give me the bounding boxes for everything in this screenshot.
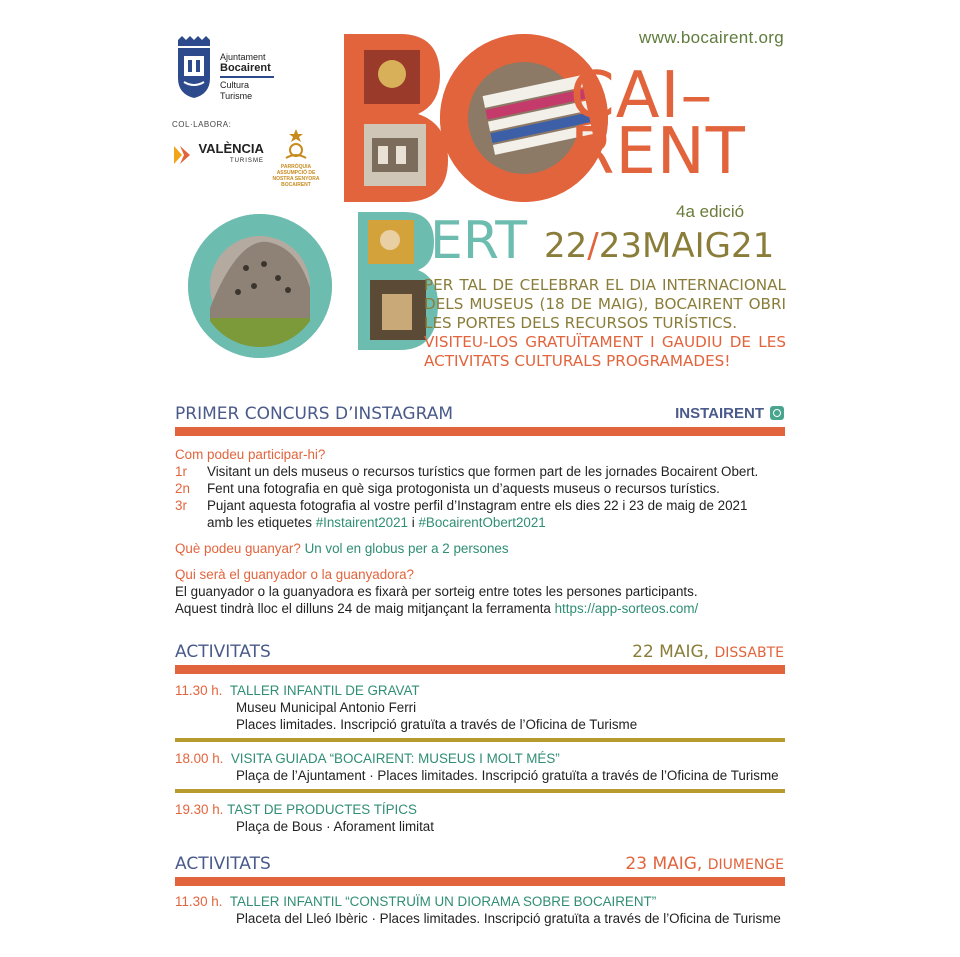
day1-date-label: 22 MAIG, xyxy=(632,642,710,662)
intro-text-olive: PER TAL DE CELEBRAR EL DIA INTERNACIONAL DELS MUSEUS (18 DE MAIG), BOCAIRENT OBRI LES PORTES DELS RECURSOS TURÍSTICS. xyxy=(424,276,786,332)
app-sorteos-link[interactable]: https://app-sorteos.com/ xyxy=(554,601,699,616)
activity-2 xyxy=(175,750,785,784)
activity-divider xyxy=(175,789,785,793)
step-text: Pujant aquesta fotografia al vostre perfil d’Instagram entre els dies 22 i 23 de maig de 2021 xyxy=(207,498,748,513)
prize-question: Què podeu guanyar? xyxy=(175,541,301,556)
instairent-tag xyxy=(675,405,784,422)
activity-4 xyxy=(175,893,785,927)
activity-location: Museu Municipal Antonio Ferri xyxy=(236,700,417,715)
activity-3 xyxy=(175,801,785,835)
activity-divider xyxy=(175,738,785,742)
collabora-label: COL·LABORA: xyxy=(172,120,232,129)
contest-heading: PRIMER CONCURS D’INSTAGRAM xyxy=(175,404,453,424)
how-to-participate-question: Com podeu participar-hi? xyxy=(175,447,326,462)
step-2 xyxy=(175,480,785,497)
cultura-label: Cultura xyxy=(220,80,250,90)
winner-answer-1: El guanyador o la guanyadora es fixarà per sorteig entre totes les persones participants. xyxy=(175,584,698,599)
winner-answer-2-text: Aquest tindrà lloc el dilluns 24 de maig mitjançant la ferramenta xyxy=(175,601,555,616)
ajuntament-label: Ajuntament xyxy=(220,52,266,62)
instairent-label: INSTAIRENT xyxy=(675,405,764,422)
step-number: 2n xyxy=(175,481,190,496)
title-cai: CAI– xyxy=(570,59,714,133)
winner-question: Qui serà el guanyador o la guanyadora? xyxy=(175,567,414,582)
activity-title: TALLER INFANTIL “CONSTRUÏM UN DIORAMA SOBRE BOCAIRENT” xyxy=(229,894,657,909)
valencia-sub-label: TURISME xyxy=(229,158,264,164)
date-day1: 22 xyxy=(544,226,588,266)
date-separator: / xyxy=(587,226,599,266)
prize-line xyxy=(175,540,785,557)
cai-rent-title xyxy=(570,59,746,189)
step-text: Fent una fotografia en què siga protogonista un d’aquests museus o recursos turístics. xyxy=(207,481,720,496)
day2-date-label: 23 MAIG, xyxy=(625,854,703,874)
date-rest: 23MAIG21 xyxy=(598,226,775,266)
day2-weekday: DIUMENGE xyxy=(707,857,784,873)
step-3-tags xyxy=(175,514,785,531)
day1-heading: ACTIVITATS xyxy=(175,642,271,662)
step-text: Visitant un dels museus o recursos turístics que formen part de les jornades Bocairent Obert. xyxy=(207,464,759,479)
edition-label: 4a edició xyxy=(676,202,745,221)
valencia-label: VALÈNCIA xyxy=(198,141,264,156)
parroquia-line3: NOSTRA SENYORA xyxy=(272,176,320,182)
day2-rule xyxy=(175,877,785,886)
activity-1 xyxy=(175,682,785,733)
activity-title: TALLER INFANTIL DE GRAVAT xyxy=(229,683,420,698)
hashtag-instairent[interactable]: #Instairent2021 xyxy=(315,515,409,530)
day2-date xyxy=(625,854,784,874)
turisme-label: Turisme xyxy=(220,91,253,101)
step-number: 1r xyxy=(175,464,187,479)
parroquia-line4: BOCAIRENT xyxy=(281,182,311,188)
day1-rule xyxy=(175,665,785,674)
activity-title: VISITA GUIADA “BOCAIRENT: MUSEUS I MOLT MÉS” xyxy=(230,751,560,766)
day2-heading: ACTIVITATS xyxy=(175,854,271,874)
day1-date xyxy=(632,642,784,662)
step-number: 3r xyxy=(175,498,187,513)
event-dates xyxy=(544,226,774,266)
website-link[interactable]: www.bocairent.org xyxy=(639,28,784,47)
contest-rule xyxy=(175,427,785,436)
activity-time: 11.30 h. xyxy=(175,683,223,698)
activity-details: Plaça de l’Ajuntament · Places limitades. Inscripció gratuïta a través de l’Oficina de Turisme xyxy=(236,768,779,783)
tags-and: i xyxy=(408,515,419,530)
intro-text-orange: VISITEU-LOS GRATUÏTAMENT I GAUDIU DE LES ACTIVITATS CULTURALS PROGRAMADES! xyxy=(424,333,786,370)
step-3 xyxy=(175,497,785,514)
winner-answer-2 xyxy=(175,600,785,617)
activity-details: Placeta del Lleó Ibèric · Places limitades. Inscripció gratuïta a través de l’Oficina de Turisme xyxy=(236,911,781,926)
activity-time: 11.30 h. xyxy=(175,894,223,909)
activity-time: 19.30 h. xyxy=(175,802,224,817)
day1-weekday: DISSABTE xyxy=(714,645,784,661)
instagram-icon xyxy=(770,406,784,420)
parroquia-line1: PARRÒQUIA xyxy=(280,164,312,170)
activity-title: TAST DE PRODUCTES TÍPICS xyxy=(227,802,417,817)
ert-text: ERT xyxy=(430,211,527,271)
activity-time: 18.00 h. xyxy=(175,751,224,766)
tags-intro: amb les etiquetes xyxy=(207,515,316,530)
parroquia-line2: ASSUMPCIÓ DE xyxy=(276,170,316,176)
contest-body xyxy=(175,446,785,617)
title-rent: RENT xyxy=(570,115,746,189)
step-1 xyxy=(175,463,785,480)
bocairent-label: Bocairent xyxy=(220,62,271,74)
activity-details: Plaça de Bous · Aforament limitat xyxy=(236,819,434,834)
activity-details: Places limitades. Inscripció gratuïta a través de l’Oficina de Turisme xyxy=(236,717,638,732)
prize-answer: Un vol en globus per a 2 persones xyxy=(304,541,509,556)
hashtag-bocairent-obert[interactable]: #BocairentObert2021 xyxy=(418,515,546,530)
